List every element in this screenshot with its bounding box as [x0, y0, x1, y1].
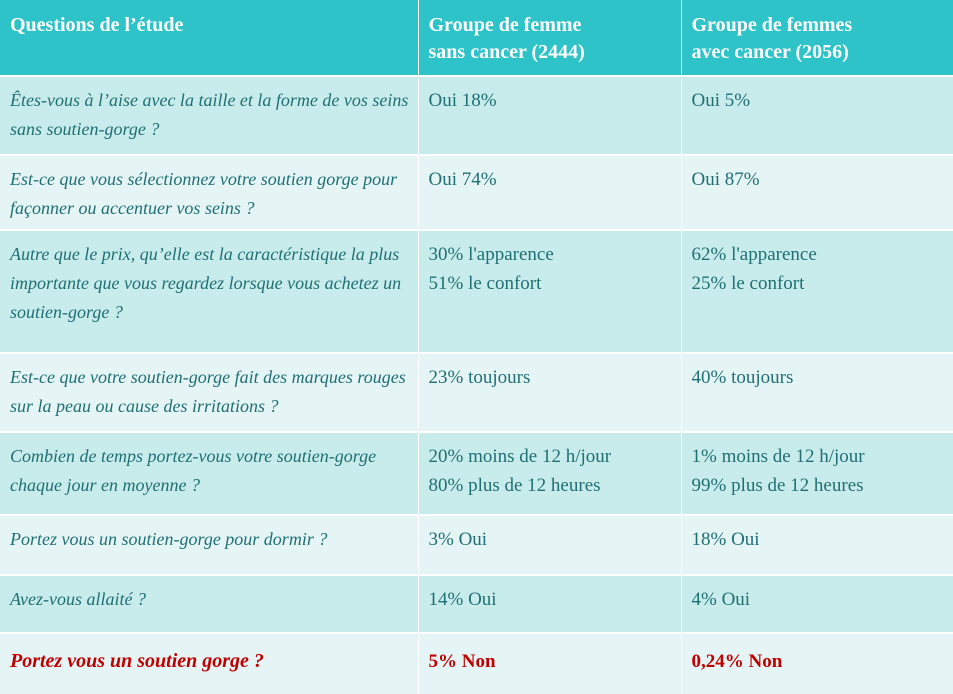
question-cell: Est-ce que vous sélectionnez votre soutien gorge pour façonner ou accentuer vos seins ? [10, 168, 398, 218]
answer-with-cancer: 1% moins de 12 h/jour 99% plus de 12 heures [681, 432, 953, 515]
question-cell: Avez-vous allaité ? [10, 589, 146, 610]
table-row-highlight [0, 633, 953, 694]
answer-without-cancer: Oui 18% [418, 76, 681, 155]
header-group-without-cancer: Groupe de femme sans cancer (2444) [418, 0, 681, 76]
table-header-row [0, 0, 953, 76]
answer-without-cancer: 30% l'apparence 51% le confort [418, 230, 681, 353]
table-row [0, 432, 953, 515]
table-row [0, 515, 953, 575]
question-cell: Autre que le prix, qu’elle est la caractéristique la plus importante que vous regardez lorsque vous achetez un soutien-gorge ? [10, 243, 402, 322]
question-cell: Combien de temps portez-vous votre soutien-gorge chaque jour en moyenne ? [10, 446, 377, 496]
answer-with-cancer: 40% toujours [681, 353, 953, 433]
answer-with-cancer: 62% l'apparence 25% le confort [681, 230, 953, 353]
table-row [0, 230, 953, 353]
answer-with-cancer: Oui 5% [681, 76, 953, 155]
answer-with-cancer: 4% Oui [681, 575, 953, 632]
question-cell: Portez vous un soutien-gorge pour dormir ? [10, 528, 328, 549]
answer-without-cancer: 20% moins de 12 h/jour 80% plus de 12 heures [418, 432, 681, 515]
answer-with-cancer: 18% Oui [681, 515, 953, 575]
header-group-with-cancer: Groupe de femmes avec cancer (2056) [681, 0, 953, 76]
answer-with-cancer: Oui 87% [681, 155, 953, 230]
question-cell: Êtes-vous à l’aise avec la taille et la forme de vos seins sans soutien-gorge ? [10, 90, 409, 139]
table-row [0, 353, 953, 433]
answer-without-cancer: Oui 74% [418, 155, 681, 230]
header-questions: Questions de l’étude [10, 14, 184, 36]
question-cell: Est-ce que votre soutien-gorge fait des marques rouges sur la peau ou cause des irritations ? [10, 366, 406, 416]
answer-without-cancer: 23% toujours [418, 353, 681, 433]
answer-with-cancer: 0,24% Non [681, 633, 953, 694]
table-row [0, 76, 953, 155]
answer-without-cancer: 5% Non [418, 633, 681, 694]
table-row [0, 575, 953, 632]
answer-without-cancer: 3% Oui [418, 515, 681, 575]
table-row [0, 155, 953, 230]
answer-without-cancer: 14% Oui [418, 575, 681, 632]
question-cell: Portez vous un soutien gorge ? [10, 649, 264, 672]
